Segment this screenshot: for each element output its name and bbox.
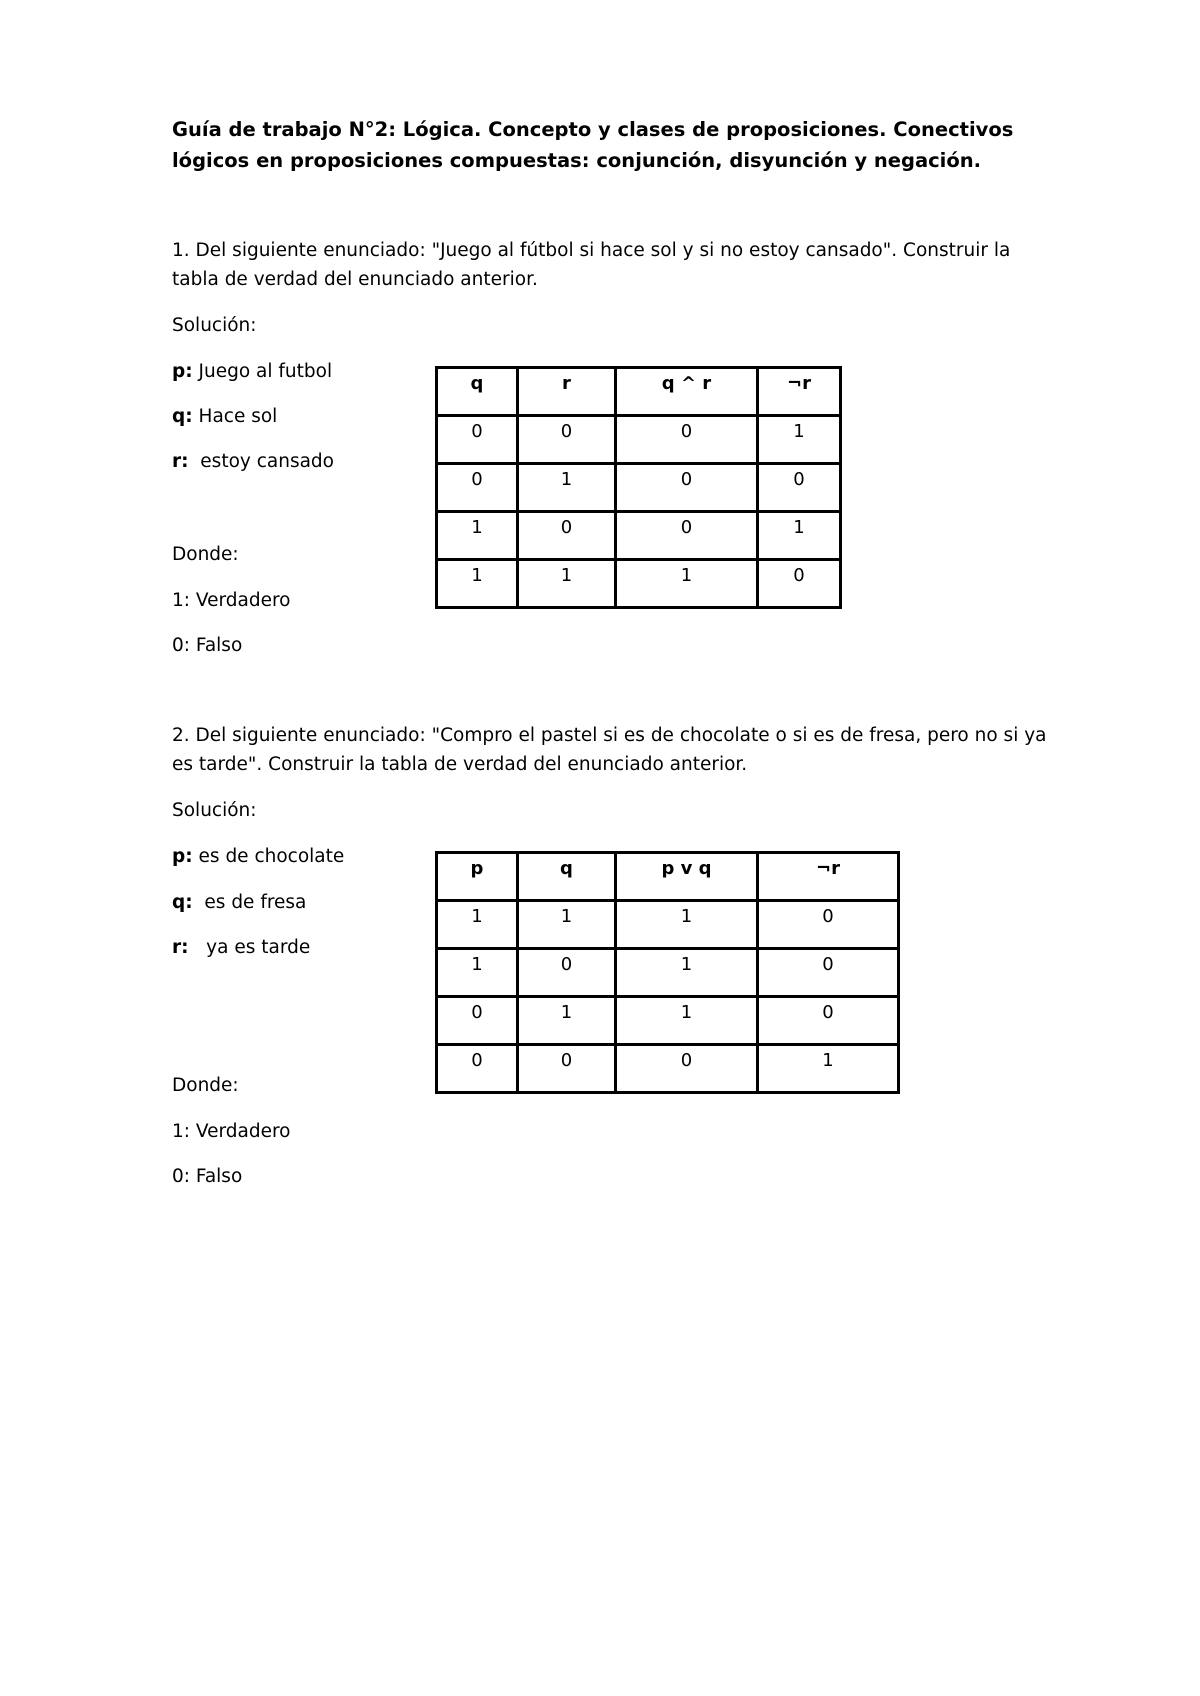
- table-header: p: [437, 853, 518, 901]
- var-text: estoy cansado: [188, 451, 334, 472]
- table-cell: 0: [758, 464, 841, 512]
- table-cell: 1: [518, 901, 616, 949]
- var-symbol: p:: [172, 846, 193, 867]
- table-cell: 1: [758, 512, 841, 560]
- table-header: r: [518, 368, 616, 416]
- table-row: [437, 512, 841, 560]
- table-cell: 1: [437, 512, 518, 560]
- table-header: q: [437, 368, 518, 416]
- exercise-2-statement: 2. Del siguiente enunciado: "Compro el pastel si es de chocolate o si es de fresa, pero no si ya es tarde". Construir la tabla de verdad del enunciado anterior.: [172, 725, 1047, 775]
- exercise-2-true-label: 1: Verdadero: [172, 1121, 291, 1142]
- exercise-2-var-q: [172, 891, 306, 915]
- table-cell: 0: [437, 464, 518, 512]
- table-cell: 1: [437, 560, 518, 608]
- table-cell: 1: [518, 997, 616, 1045]
- table-header: q: [518, 853, 616, 901]
- table-header-row: [437, 853, 899, 901]
- exercise-2-solution-label: Solución:: [172, 800, 257, 821]
- exercise-2-donde: Donde:: [172, 1075, 239, 1096]
- exercise-1-var-p: [172, 360, 332, 384]
- table-cell: 0: [616, 464, 758, 512]
- table-header: ¬r: [758, 368, 841, 416]
- table-cell: 0: [758, 997, 899, 1045]
- exercise-2-false-label: 0: Falso: [172, 1166, 243, 1187]
- var-symbol: p:: [172, 361, 193, 382]
- exercise-1-true-label: 1: Verdadero: [172, 590, 291, 611]
- var-text: es de chocolate: [192, 846, 345, 867]
- table-cell: 1: [518, 560, 616, 608]
- table-cell: 1: [518, 464, 616, 512]
- table-row: [437, 1045, 899, 1093]
- table-header: ¬r: [758, 853, 899, 901]
- truth-table-1: [435, 366, 842, 609]
- var-symbol: r:: [172, 937, 189, 958]
- exercise-1-donde: Donde:: [172, 544, 239, 565]
- var-text: Hace sol: [192, 406, 278, 427]
- table-cell: 1: [616, 560, 758, 608]
- table-cell: 1: [616, 997, 758, 1045]
- table-row: [437, 416, 841, 464]
- var-text: Juego al futbol: [192, 361, 333, 382]
- table-header: q ^ r: [616, 368, 758, 416]
- table-cell: 0: [758, 901, 899, 949]
- table-cell: 0: [758, 949, 899, 997]
- table-row: [437, 901, 899, 949]
- table-cell: 1: [437, 901, 518, 949]
- var-symbol: q:: [172, 406, 193, 427]
- table-cell: 0: [437, 416, 518, 464]
- exercise-1-solution-label: Solución:: [172, 315, 257, 336]
- table-cell: 0: [758, 560, 841, 608]
- table-header-row: [437, 368, 841, 416]
- document-title: Guía de trabajo N°2: Lógica. Concepto y clases de proposiciones. Conectivos lógicos en proposiciones compuestas: conjunción, disyunción y negación.: [172, 118, 1014, 172]
- exercise-1-statement: 1. Del siguiente enunciado: "Juego al fútbol si hace sol y si no estoy cansado". Construir la tabla de verdad del enunciado anterior.: [172, 240, 1011, 290]
- var-text: ya es tarde: [188, 937, 311, 958]
- table-row: [437, 997, 899, 1045]
- table-cell: 0: [518, 512, 616, 560]
- table-row: [437, 464, 841, 512]
- exercise-2-var-r: [172, 936, 310, 960]
- table-cell: 0: [616, 512, 758, 560]
- table-cell: 1: [758, 416, 841, 464]
- table-cell: 0: [616, 1045, 758, 1093]
- table-row: [437, 560, 841, 608]
- table-cell: 0: [437, 997, 518, 1045]
- exercise-1-false-label: 0: Falso: [172, 635, 243, 656]
- table-cell: 1: [758, 1045, 899, 1093]
- table-cell: 0: [518, 1045, 616, 1093]
- var-symbol: r:: [172, 451, 189, 472]
- table-cell: 0: [518, 949, 616, 997]
- table-cell: 1: [616, 949, 758, 997]
- table-cell: 0: [616, 416, 758, 464]
- exercise-1-var-q: [172, 405, 277, 429]
- table-cell: 0: [437, 1045, 518, 1093]
- truth-table-2: [435, 851, 900, 1094]
- table-cell: 1: [616, 901, 758, 949]
- exercise-2-var-p: [172, 845, 344, 869]
- var-symbol: q:: [172, 892, 193, 913]
- table-cell: 0: [518, 416, 616, 464]
- exercise-1-var-r: [172, 450, 334, 474]
- table-header: p v q: [616, 853, 758, 901]
- table-cell: 1: [437, 949, 518, 997]
- var-text: es de fresa: [192, 892, 307, 913]
- table-row: [437, 949, 899, 997]
